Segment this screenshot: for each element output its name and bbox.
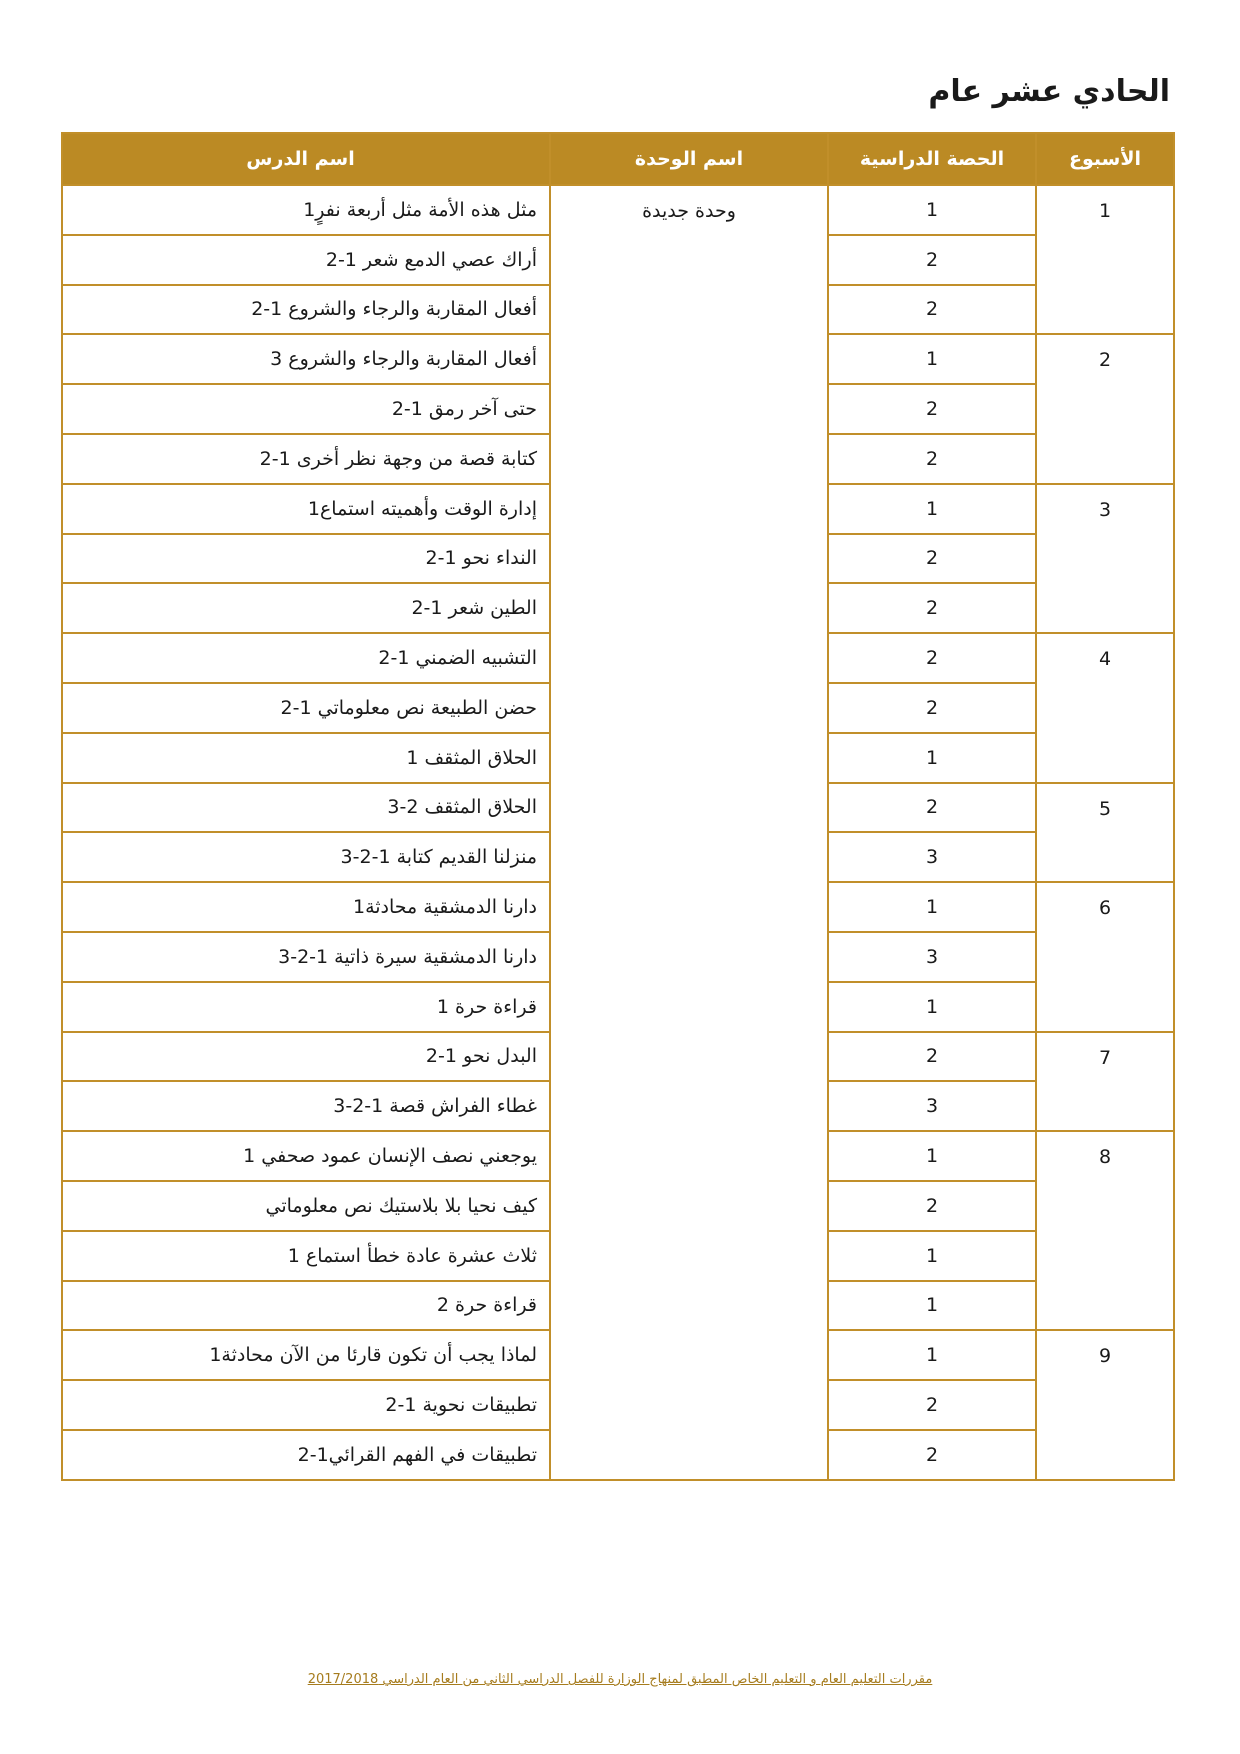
lesson-cell: كيف نحيا بلا بلاستيك نص معلوماتي	[62, 1181, 550, 1231]
session-cell: 2	[828, 235, 1036, 285]
lesson-cell: التشبيه الضمني 1-2	[62, 633, 550, 683]
lesson-cell: تطبيقات نحوية 1-2	[62, 1380, 550, 1430]
session-cell: 1	[828, 733, 1036, 783]
lesson-cell: ثلاث عشرة عادة خطأ استماع 1	[62, 1231, 550, 1281]
week-cell: 3	[1036, 484, 1174, 633]
session-cell: 2	[828, 434, 1036, 484]
lesson-cell: حتى آخر رمق 1-2	[62, 384, 550, 434]
session-cell: 1	[828, 882, 1036, 932]
lesson-cell: أفعال المقاربة والرجاء والشروع 3	[62, 334, 550, 384]
lesson-cell: البدل نحو 1-2	[62, 1032, 550, 1082]
week-cell: 8	[1036, 1131, 1174, 1330]
session-cell: 2	[828, 1380, 1036, 1430]
table-row	[62, 185, 1174, 235]
lesson-cell: منزلنا القديم كتابة 1-2-3	[62, 832, 550, 882]
session-cell: 2	[828, 633, 1036, 683]
lesson-cell: حضن الطبيعة نص معلوماتي 1-2	[62, 683, 550, 733]
lesson-cell: دارنا الدمشقية محادثة1	[62, 882, 550, 932]
lesson-cell: يوجعني نصف الإنسان عمود صحفي 1	[62, 1131, 550, 1181]
table-header-row	[62, 133, 1174, 185]
session-cell: 1	[828, 334, 1036, 384]
unit-cell: وحدة جديدة	[550, 185, 828, 1480]
session-cell: 1	[828, 185, 1036, 235]
week-cell: 5	[1036, 783, 1174, 883]
week-cell: 4	[1036, 633, 1174, 782]
lesson-cell: قراءة حرة 2	[62, 1281, 550, 1331]
header-unit: اسم الوحدة	[550, 133, 828, 185]
lesson-cell: مثل هذه الأمة مثل أربعة نفرٍ1	[62, 185, 550, 235]
session-cell: 3	[828, 932, 1036, 982]
week-cell: 9	[1036, 1330, 1174, 1479]
lesson-cell: دارنا الدمشقية سيرة ذاتية 1-2-3	[62, 932, 550, 982]
session-cell: 1	[828, 1131, 1036, 1181]
lesson-cell: لماذا يجب أن تكون قارئا من الآن محادثة1	[62, 1330, 550, 1380]
lesson-cell: غطاء الفراش قصة 1-2-3	[62, 1081, 550, 1131]
header-lesson: اسم الدرس	[62, 133, 550, 185]
session-cell: 1	[828, 982, 1036, 1032]
lesson-cell: أفعال المقاربة والرجاء والشروع 1-2	[62, 285, 550, 335]
session-cell: 1	[828, 1281, 1036, 1331]
session-cell: 1	[828, 484, 1036, 534]
session-cell: 3	[828, 832, 1036, 882]
lesson-schedule-table	[61, 132, 1175, 1481]
week-cell: 6	[1036, 882, 1174, 1031]
week-cell: 7	[1036, 1032, 1174, 1132]
session-cell: 2	[828, 1181, 1036, 1231]
lesson-cell: الطين شعر 1-2	[62, 583, 550, 633]
session-cell: 3	[828, 1081, 1036, 1131]
header-week: الأسبوع	[1036, 133, 1174, 185]
lesson-cell: الحلاق المثقف 1	[62, 733, 550, 783]
session-cell: 2	[828, 285, 1036, 335]
session-cell: 2	[828, 1430, 1036, 1480]
header-session: الحصة الدراسية	[828, 133, 1036, 185]
session-cell: 2	[828, 583, 1036, 633]
lesson-cell: كتابة قصة من وجهة نظر أخرى 1-2	[62, 434, 550, 484]
session-cell: 2	[828, 683, 1036, 733]
session-cell: 2	[828, 534, 1036, 584]
session-cell: 1	[828, 1231, 1036, 1281]
week-cell: 1	[1036, 185, 1174, 334]
session-cell: 2	[828, 1032, 1036, 1082]
lesson-cell: تطبيقات في الفهم القرائي1-2	[62, 1430, 550, 1480]
page-title: الحادي عشر عام	[928, 74, 1170, 109]
session-cell: 2	[828, 783, 1036, 833]
session-cell: 1	[828, 1330, 1036, 1380]
lesson-cell: أراك عصي الدمع شعر 1-2	[62, 235, 550, 285]
lesson-cell: قراءة حرة 1	[62, 982, 550, 1032]
lesson-cell: الحلاق المثقف 2-3	[62, 783, 550, 833]
lesson-cell: إدارة الوقت وأهميته استماع1	[62, 484, 550, 534]
session-cell: 2	[828, 384, 1036, 434]
lesson-cell: النداء نحو 1-2	[62, 534, 550, 584]
footer-note: مقررات التعليم العام و التعليم الخاص المطبق لمنهاج الوزارة للفصل الدراسي الثاني من العام الدراسي 2017/2018	[307, 1672, 933, 1687]
week-cell: 2	[1036, 334, 1174, 483]
